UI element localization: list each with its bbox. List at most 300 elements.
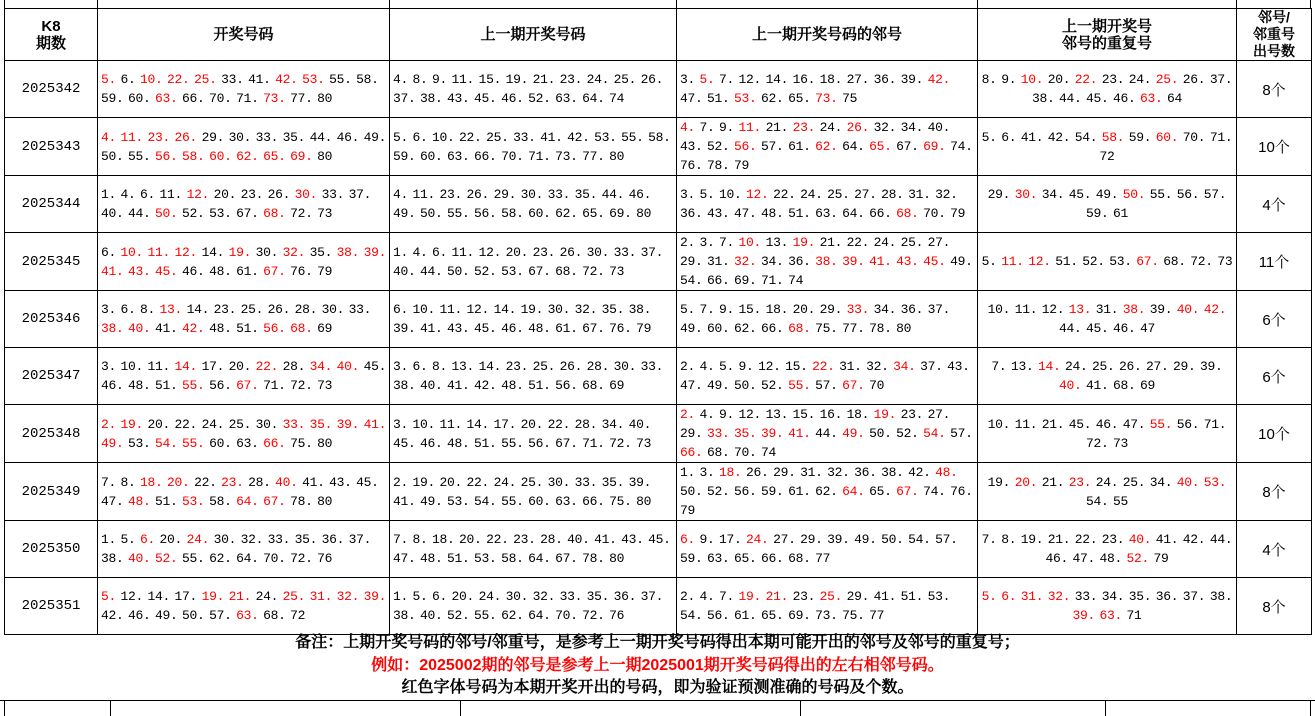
number: 44. (420, 263, 448, 279)
hit-number: 54. (155, 435, 183, 451)
number: 78. (582, 551, 610, 566)
number: 19. (505, 72, 533, 87)
number: 40. (420, 378, 448, 393)
number: 51. (155, 378, 183, 393)
number: 34. (1101, 589, 1129, 604)
number: 22. (486, 532, 514, 547)
count-cell: 8个 (1237, 61, 1312, 118)
number: 56. (1176, 187, 1204, 202)
number: 37. (1209, 72, 1233, 87)
number: 69 (317, 321, 333, 336)
number: 11. (1014, 416, 1042, 432)
number: 1. (680, 465, 700, 480)
hit-number: 32. (734, 254, 762, 269)
number: 33. (513, 129, 541, 145)
number: 45. (1085, 91, 1113, 106)
number: 46. (1045, 551, 1073, 566)
number: 57. (935, 532, 958, 547)
number: 41. (447, 378, 475, 393)
number: 5. (393, 129, 413, 145)
number: 13. (1010, 359, 1038, 374)
number: 33. (255, 129, 283, 145)
number: 39. (900, 72, 928, 87)
number: 73. (815, 608, 843, 623)
repeat-neighbors-cell (978, 176, 1237, 233)
number: 76. (290, 263, 318, 279)
number: 60. (528, 206, 556, 221)
number: 64. (528, 608, 556, 623)
hit-number: 12. (746, 187, 774, 202)
hit-number: 38. (1122, 302, 1150, 317)
number: 29. (846, 589, 874, 604)
number: 20. (439, 474, 467, 490)
neighbors-cell (677, 118, 978, 176)
number: 23. (240, 187, 268, 202)
number: 22. (547, 416, 575, 432)
hit-number: 55. (1149, 416, 1177, 432)
number: 68. (707, 445, 735, 460)
hit-number: 19. (228, 244, 256, 260)
number: 26. (746, 465, 774, 480)
hit-number: 65. (869, 139, 897, 154)
repeat-neighbors-cell (978, 405, 1237, 463)
number: 39. (1200, 359, 1223, 374)
number: 23. (1101, 72, 1129, 87)
hit-number: 22. (812, 359, 840, 374)
footnote-line1: 备注：上期开奖号码的邻号/邻重号，是参考上一期开奖号码得出本期可能开出的邻号及邻号的重复号； (295, 634, 1020, 651)
number: 49. (420, 493, 448, 509)
number: 9. (719, 120, 739, 135)
number: 56. (734, 484, 762, 499)
number: 68. (1163, 254, 1191, 269)
number: 76. (950, 484, 973, 499)
number: 38. (881, 465, 909, 480)
hit-number: 30. (1014, 187, 1042, 202)
number: 80 (317, 493, 333, 509)
previous-numbers-cell (390, 233, 677, 291)
hit-number: 53. (734, 91, 762, 106)
number: 56. (707, 608, 735, 623)
hit-number: 49. (101, 435, 129, 451)
number: 3. (393, 416, 413, 432)
hit-number: 73. (263, 91, 291, 106)
number: 75. (609, 493, 637, 509)
number: 53. (128, 435, 156, 451)
hit-number: 18. (719, 465, 747, 480)
number: 10. (987, 302, 1015, 317)
number: 77 (869, 608, 885, 623)
current-numbers-cell (98, 61, 390, 118)
number: 8. (412, 72, 433, 87)
number: 49. (1095, 187, 1123, 202)
number: 37. (640, 589, 664, 604)
count-cell: 10个 (1237, 405, 1312, 463)
number: 63. (555, 91, 583, 106)
number: 42. (908, 465, 936, 480)
table-header (5, 9, 1312, 61)
number: 42. (1182, 532, 1210, 547)
number: 55. (329, 72, 357, 87)
number: 5. (981, 129, 1002, 145)
number: 14. (147, 589, 175, 604)
number: 30. (547, 302, 575, 317)
number: 17. (719, 532, 747, 547)
number: 30. (613, 359, 641, 374)
hit-number: 20. (1014, 474, 1042, 490)
number: 24. (255, 589, 283, 604)
number: 39. (827, 532, 855, 547)
number: 51. (528, 378, 556, 393)
number: 12. (478, 244, 506, 260)
number: 38. (1209, 589, 1233, 604)
hit-number: 2. (101, 416, 121, 432)
hit-number: 42. (182, 321, 210, 336)
number: 70. (734, 445, 762, 460)
number: 6. (432, 589, 452, 604)
number: 64 (1167, 91, 1183, 106)
number: 38. (1031, 91, 1059, 106)
number: 66. (761, 321, 789, 336)
number: 54. (680, 273, 708, 288)
hit-number: 40. (275, 474, 303, 490)
number: 30. (547, 474, 575, 490)
number: 54. (908, 532, 936, 547)
hit-number: 39. (842, 254, 870, 269)
number: 47. (101, 493, 129, 509)
number: 14. (466, 416, 494, 432)
hit-number: 22. (255, 359, 283, 374)
number: 4. (699, 589, 720, 604)
number: 59. (1128, 129, 1156, 145)
number: 30. (255, 416, 283, 432)
number: 44. (128, 206, 156, 221)
number: 67. (896, 139, 924, 154)
hit-number: 39. (363, 244, 387, 260)
period-cell: 2025348 (5, 405, 98, 463)
hit-number: 20. (167, 474, 195, 490)
number: 33. (640, 359, 664, 374)
number: 46. (182, 263, 210, 279)
number: 25. (900, 235, 928, 250)
hit-number: 65. (263, 148, 291, 164)
hit-number: 48. (128, 493, 156, 509)
number: 43. (707, 206, 735, 221)
number: 36. (321, 532, 349, 547)
current-numbers-cell (98, 176, 390, 233)
number: 22. (773, 187, 801, 202)
header-neighbors: 上一期开奖号码的邻号 (677, 9, 978, 61)
hit-number: 10. (120, 244, 148, 260)
current-numbers-cell (98, 521, 390, 578)
count-cell: 6个 (1237, 348, 1312, 405)
number: 38. (101, 551, 129, 566)
number: 8. (432, 359, 452, 374)
number: 42. (474, 378, 502, 393)
number: 67. (555, 551, 583, 566)
number: 78. (707, 158, 735, 173)
number: 60. (420, 148, 448, 164)
number: 40. (393, 263, 421, 279)
number: 32. (240, 532, 268, 547)
number: 5. (981, 254, 1002, 269)
number: 67. (582, 321, 610, 336)
number: 25. (228, 416, 256, 432)
number: 24. (873, 235, 901, 250)
number: 23. (559, 72, 587, 87)
number: 23. (792, 589, 820, 604)
number: 21. (532, 72, 560, 87)
hit-number: 55. (788, 378, 816, 393)
number: 20. (1047, 72, 1075, 87)
number: 2. (680, 235, 700, 250)
number: 50. (881, 532, 909, 547)
number: 57. (950, 426, 973, 441)
number: 64. (528, 551, 556, 566)
number: 33. (559, 589, 587, 604)
number: 35. (586, 589, 614, 604)
number: 9. (719, 302, 739, 317)
current-numbers-cell (98, 405, 390, 463)
hit-number: 67. (1136, 254, 1164, 269)
number: 17. (201, 359, 229, 374)
number: 77 (815, 551, 831, 566)
number: 35. (282, 129, 310, 145)
number: 54. (474, 493, 502, 509)
number: 17. (493, 416, 521, 432)
number: 67. (528, 263, 556, 279)
number: 32. (574, 302, 602, 317)
number: 20. (228, 359, 256, 374)
number: 72. (290, 378, 318, 393)
number: 33. (613, 244, 641, 260)
number: 56. (1176, 416, 1204, 432)
hit-number: 6. (140, 532, 160, 547)
number: 69. (788, 608, 816, 623)
number: 52. (447, 608, 475, 623)
number: 46. (501, 321, 529, 336)
number: 49. (363, 129, 387, 145)
number: 61. (555, 321, 583, 336)
number: 32. (827, 465, 855, 480)
number: 6. (101, 244, 121, 260)
number: 22. (466, 474, 494, 490)
number: 12. (738, 407, 766, 422)
number: 14. (765, 72, 793, 87)
hit-number: 5. (101, 72, 121, 87)
hit-number: 58. (1101, 129, 1129, 145)
number: 28. (248, 474, 276, 490)
number: 59. (1085, 206, 1113, 221)
number: 25. (1122, 474, 1150, 490)
number: 21. (1047, 532, 1075, 547)
number: 76 (317, 551, 333, 566)
number: 29. (987, 187, 1015, 202)
number: 23. (513, 532, 541, 547)
number: 29. (819, 302, 847, 317)
number: 47. (1072, 551, 1100, 566)
neighbors-cell (677, 61, 978, 118)
number: 49. (707, 378, 735, 393)
number: 48. (128, 378, 156, 393)
number: 73. (555, 148, 583, 164)
number: 14. (186, 302, 214, 317)
number: 11. (412, 187, 440, 202)
number: 10. (120, 359, 148, 374)
hit-number: 42. (1203, 302, 1227, 317)
number: 7. (699, 302, 720, 317)
number: 65. (734, 551, 762, 566)
number: 45. (356, 474, 379, 490)
number: 24. (819, 120, 847, 135)
number: 20. (213, 187, 241, 202)
number: 29. (773, 465, 801, 480)
hit-number: 12. (174, 244, 202, 260)
hit-number: 39. (363, 589, 387, 604)
header-current-numbers: 开奖号码 (98, 9, 390, 61)
hit-number: 60. (209, 148, 237, 164)
repeat-neighbors-cell (978, 348, 1237, 405)
number: 29. (201, 129, 229, 145)
hit-number: 11. (1001, 254, 1029, 269)
number: 15. (785, 359, 813, 374)
number: 34. (1041, 187, 1069, 202)
number: 50. (182, 608, 210, 623)
number: 51. (236, 321, 264, 336)
number: 57. (761, 139, 789, 154)
number: 26. (559, 244, 587, 260)
number: 9. (719, 407, 739, 422)
number: 30. (228, 129, 256, 145)
number: 62. (761, 91, 789, 106)
header-period (5, 9, 98, 61)
number: 28. (574, 416, 602, 432)
number: 67. (236, 206, 264, 221)
number: 73 (636, 435, 652, 451)
number: 24. (478, 589, 506, 604)
number: 25. (486, 129, 514, 145)
number: 34. (761, 254, 789, 269)
repeat-neighbors-cell (978, 521, 1237, 578)
hit-number: 39. (1072, 608, 1100, 623)
number: 50. (447, 263, 475, 279)
number: 47. (734, 206, 762, 221)
hit-number: 50. (155, 206, 183, 221)
period-cell: 2025344 (5, 176, 98, 233)
number: 35. (1128, 589, 1156, 604)
number: 79 (950, 206, 966, 221)
count-cell: 6个 (1237, 291, 1312, 348)
number: 18. (432, 532, 460, 547)
number: 56. (528, 435, 556, 451)
number: 41. (873, 589, 901, 604)
period-cell: 2025345 (5, 233, 98, 291)
number: 20. (159, 532, 187, 547)
number: 29. (680, 426, 708, 441)
number: 61. (236, 263, 264, 279)
number: 45. (474, 91, 502, 106)
number: 38. (420, 91, 448, 106)
previous-numbers-cell (390, 463, 677, 521)
number: 55. (182, 551, 210, 566)
number: 5. (120, 532, 141, 547)
number: 43. (621, 532, 649, 547)
number: 77. (842, 321, 870, 336)
hit-number: 39. (761, 426, 789, 441)
header-row (5, 9, 1312, 61)
hit-number: 34. (309, 359, 337, 374)
number: 31. (1095, 302, 1123, 317)
number: 55. (501, 493, 529, 509)
number: 41. (594, 532, 622, 547)
current-numbers-cell (98, 348, 390, 405)
hit-number: 38. (815, 254, 843, 269)
current-numbers-cell (98, 291, 390, 348)
hit-number: 12. (1028, 254, 1056, 269)
number: 4. (699, 407, 720, 422)
number: 30. (505, 589, 533, 604)
number: 35. (601, 302, 629, 317)
number: 66. (182, 91, 210, 106)
number: 24. (1128, 72, 1156, 87)
number: 69. (734, 273, 762, 288)
number: 46. (336, 129, 364, 145)
period-cell: 2025343 (5, 118, 98, 176)
number: 35. (309, 244, 337, 260)
number: 78. (290, 493, 318, 509)
number: 8. (120, 474, 141, 490)
hit-number: 12. (186, 187, 214, 202)
number: 23. (439, 187, 467, 202)
number: 37. (348, 532, 372, 547)
number: 68. (582, 378, 610, 393)
number: 18. (765, 302, 793, 317)
number: 32. (873, 120, 901, 135)
footnote-line3: 红色字体号码为本期开奖开出的号码，即为验证预测准确的号码及个数。 (401, 679, 914, 697)
number: 72. (609, 435, 637, 451)
number: 55. (447, 206, 475, 221)
number: 26. (1182, 72, 1210, 87)
number: 30. (586, 244, 614, 260)
hit-number: 52. (1126, 551, 1154, 566)
number: 70 (869, 378, 885, 393)
hit-number: 6. (1001, 589, 1021, 604)
hit-number: 49. (842, 426, 870, 441)
number: 80 (609, 148, 625, 164)
number: 25. (613, 72, 641, 87)
hit-number: 40. (336, 359, 364, 374)
number: 57. (209, 608, 237, 623)
neighbors-cell (677, 521, 978, 578)
number: 66. (761, 551, 789, 566)
number: 45. (474, 321, 502, 336)
hit-number: 19. (792, 235, 820, 250)
number: 60. (128, 91, 156, 106)
number: 71. (236, 91, 264, 106)
number: 63. (707, 551, 735, 566)
number: 23. (900, 407, 928, 422)
number: 69. (609, 206, 637, 221)
number: 37. (927, 302, 951, 317)
number: 42. (567, 129, 595, 145)
number: 70. (1182, 129, 1210, 145)
header-count-line3: 出号数 (1253, 43, 1295, 59)
current-numbers-cell (98, 578, 390, 635)
number: 79 (680, 503, 696, 518)
number: 49. (854, 532, 882, 547)
number: 44. (1058, 321, 1086, 336)
number: 37. (920, 359, 948, 374)
number: 46. (1113, 91, 1141, 106)
